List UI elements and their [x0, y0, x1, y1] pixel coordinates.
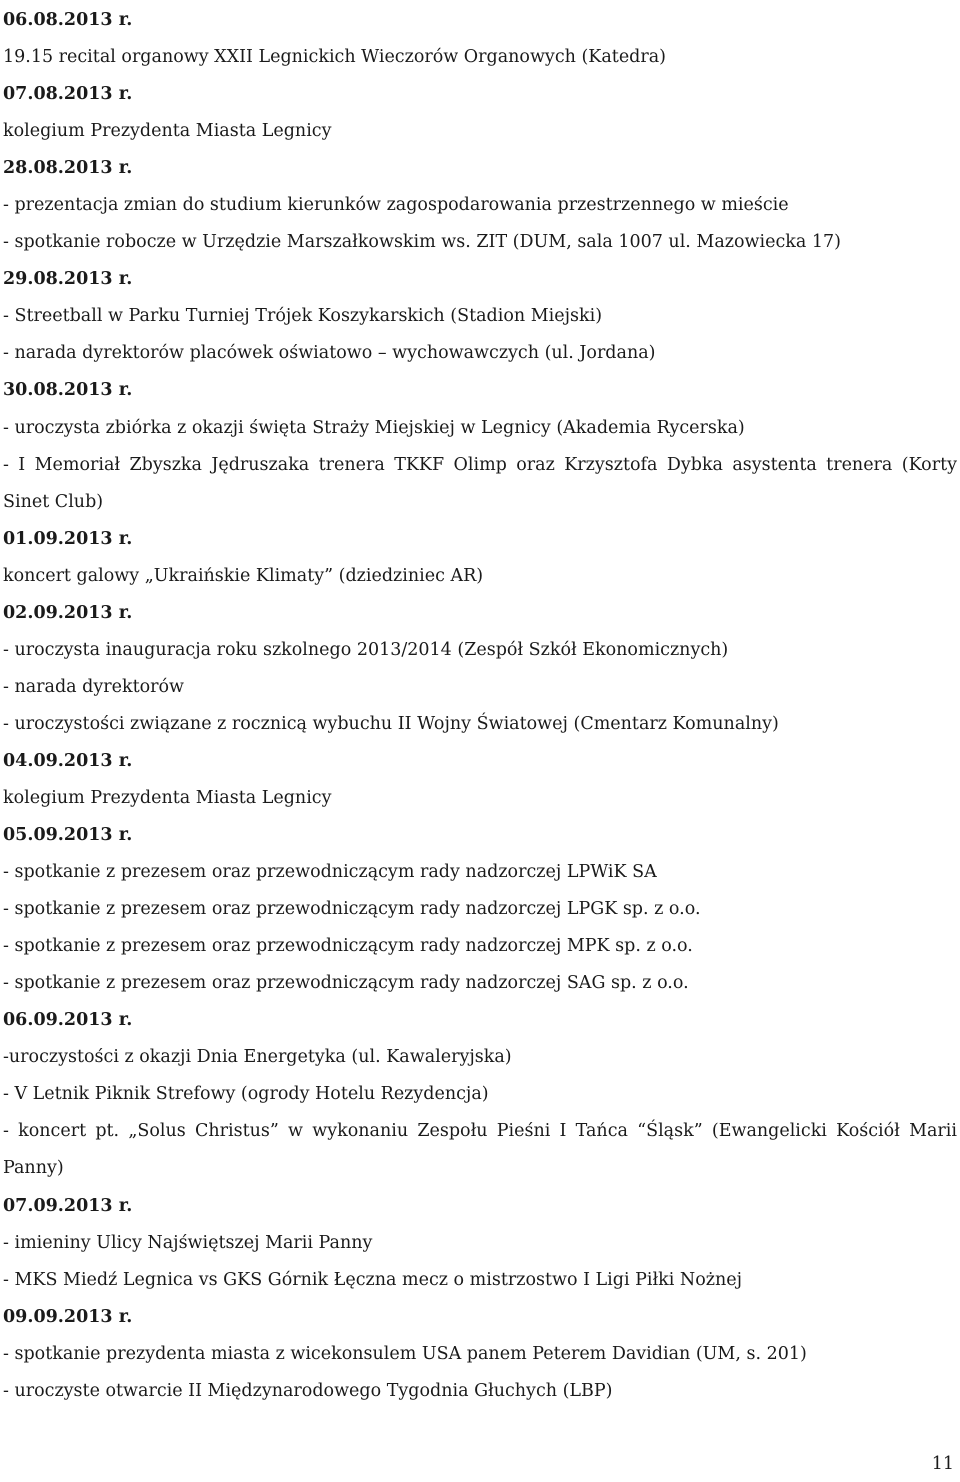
entry-01-09: [3, 521, 957, 595]
entry-date: 07.09.2013 r.: [3, 1195, 133, 1216]
entry-line: koncert galowy „Ukraińskie Klimaty” (dziedziniec AR): [3, 565, 484, 586]
entry-30-08: [3, 372, 957, 520]
entry-date: 28.08.2013 r.: [3, 158, 133, 179]
entry-date: 06.08.2013 r.: [3, 10, 133, 30]
entry-line: - spotkanie robocze w Urzędzie Marszałkowskim ws. ZIT (DUM, sala 1007 ul. Mazowiecka 17): [3, 232, 841, 253]
entry-date: 01.09.2013 r.: [3, 528, 133, 549]
entry-date: 05.09.2013 r.: [3, 825, 133, 846]
entry-line: - V Letnik Piknik Strefowy (ogrody Hotelu Rezydencja): [3, 1084, 489, 1105]
entry-29-08: [3, 261, 957, 372]
entry-line: - MKS Miedź Legnica vs GKS Górnik Łęczna mecz o mistrzostwo I Ligi Piłki Nożnej: [3, 1269, 743, 1290]
entry-date: 29.08.2013 r.: [3, 269, 133, 290]
entry-line: - spotkanie z prezesem oraz przewodniczącym rady nadzorczej LPGK sp. z o.o.: [3, 899, 701, 920]
entry-06-09: [3, 1002, 957, 1187]
entry-line: -uroczystości z okazji Dnia Energetyka (ul. Kawaleryjska): [3, 1047, 512, 1068]
entry-line: - spotkanie z prezesem oraz przewodniczącym rady nadzorczej LPWiK SA: [3, 862, 657, 883]
entry-06-08: [3, 2, 957, 76]
entry-line: - Streetball w Parku Turniej Trójek Koszykarskich (Stadion Miejski): [3, 306, 603, 327]
entry-07-08: [3, 76, 957, 150]
entry-line: - imieniny Ulicy Najświętszej Marii Panny: [3, 1232, 373, 1253]
entry-line: - spotkanie prezydenta miasta z wicekonsulem USA panem Peterem Davidian (UM, s. 201): [3, 1343, 807, 1364]
entry-line: - narada dyrektorów: [3, 676, 185, 697]
entry-line: - uroczyste otwarcie II Międzynarodowego Tygodnia Głuchych (LBP): [3, 1380, 613, 1401]
entry-line: - spotkanie z prezesem oraz przewodniczącym rady nadzorczej MPK sp. z o.o.: [3, 936, 693, 957]
entry-line: 19.15 recital organowy XXII Legnickich Wieczorów Organowych (Katedra): [3, 47, 667, 68]
entry-02-09: [3, 595, 957, 743]
entry-09-09: [3, 1299, 957, 1410]
entry-28-08: [3, 150, 957, 261]
entry-line: kolegium Prezydenta Miasta Legnicy: [3, 787, 332, 808]
entry-line: - uroczysta zbiórka z okazji święta Straży Miejskiej w Legnicy (Akademia Rycerska): [3, 417, 745, 438]
entry-date: 04.09.2013 r.: [3, 750, 133, 771]
entry-date: 30.08.2013 r.: [3, 380, 133, 401]
entry-line: - narada dyrektorów placówek oświatowo – wychowawczych (ul. Jordana): [3, 343, 656, 364]
entry-date: 09.09.2013 r.: [3, 1306, 133, 1327]
entry-line: - uroczysta inauguracja roku szkolnego 2013/2014 (Zespół Szkół Ekonomicznych): [3, 639, 729, 660]
entry-date: 07.08.2013 r.: [3, 84, 133, 105]
entry-04-09: [3, 743, 957, 817]
entry-line: - uroczystości związane z rocznicą wybuchu II Wojny Światowej (Cmentarz Komunalny): [3, 713, 779, 734]
entry-date: 06.09.2013 r.: [3, 1010, 133, 1031]
entry-line: - koncert pt. „Solus Christus” w wykonaniu Zespołu Pieśni I Tańca “Śląsk” (Ewangelicki Kościół Marii Panny): [3, 1121, 957, 1179]
document-body: [3, 2, 957, 1410]
page-number: 11: [931, 1454, 954, 1474]
entry-05-09: [3, 817, 957, 1002]
entry-line: - spotkanie z prezesem oraz przewodniczącym rady nadzorczej SAG sp. z o.o.: [3, 973, 689, 994]
entry-line: kolegium Prezydenta Miasta Legnicy: [3, 121, 332, 142]
entry-date: 02.09.2013 r.: [3, 602, 133, 623]
entry-line: - prezentacja zmian do studium kierunków zagospodarowania przestrzennego w mieście: [3, 195, 789, 216]
entry-07-09: [3, 1188, 957, 1299]
entry-line: - I Memoriał Zbyszka Jędruszaka trenera TKKF Olimp oraz Krzysztofa Dybka asystenta trenera (Korty Sinet Club): [3, 454, 957, 512]
